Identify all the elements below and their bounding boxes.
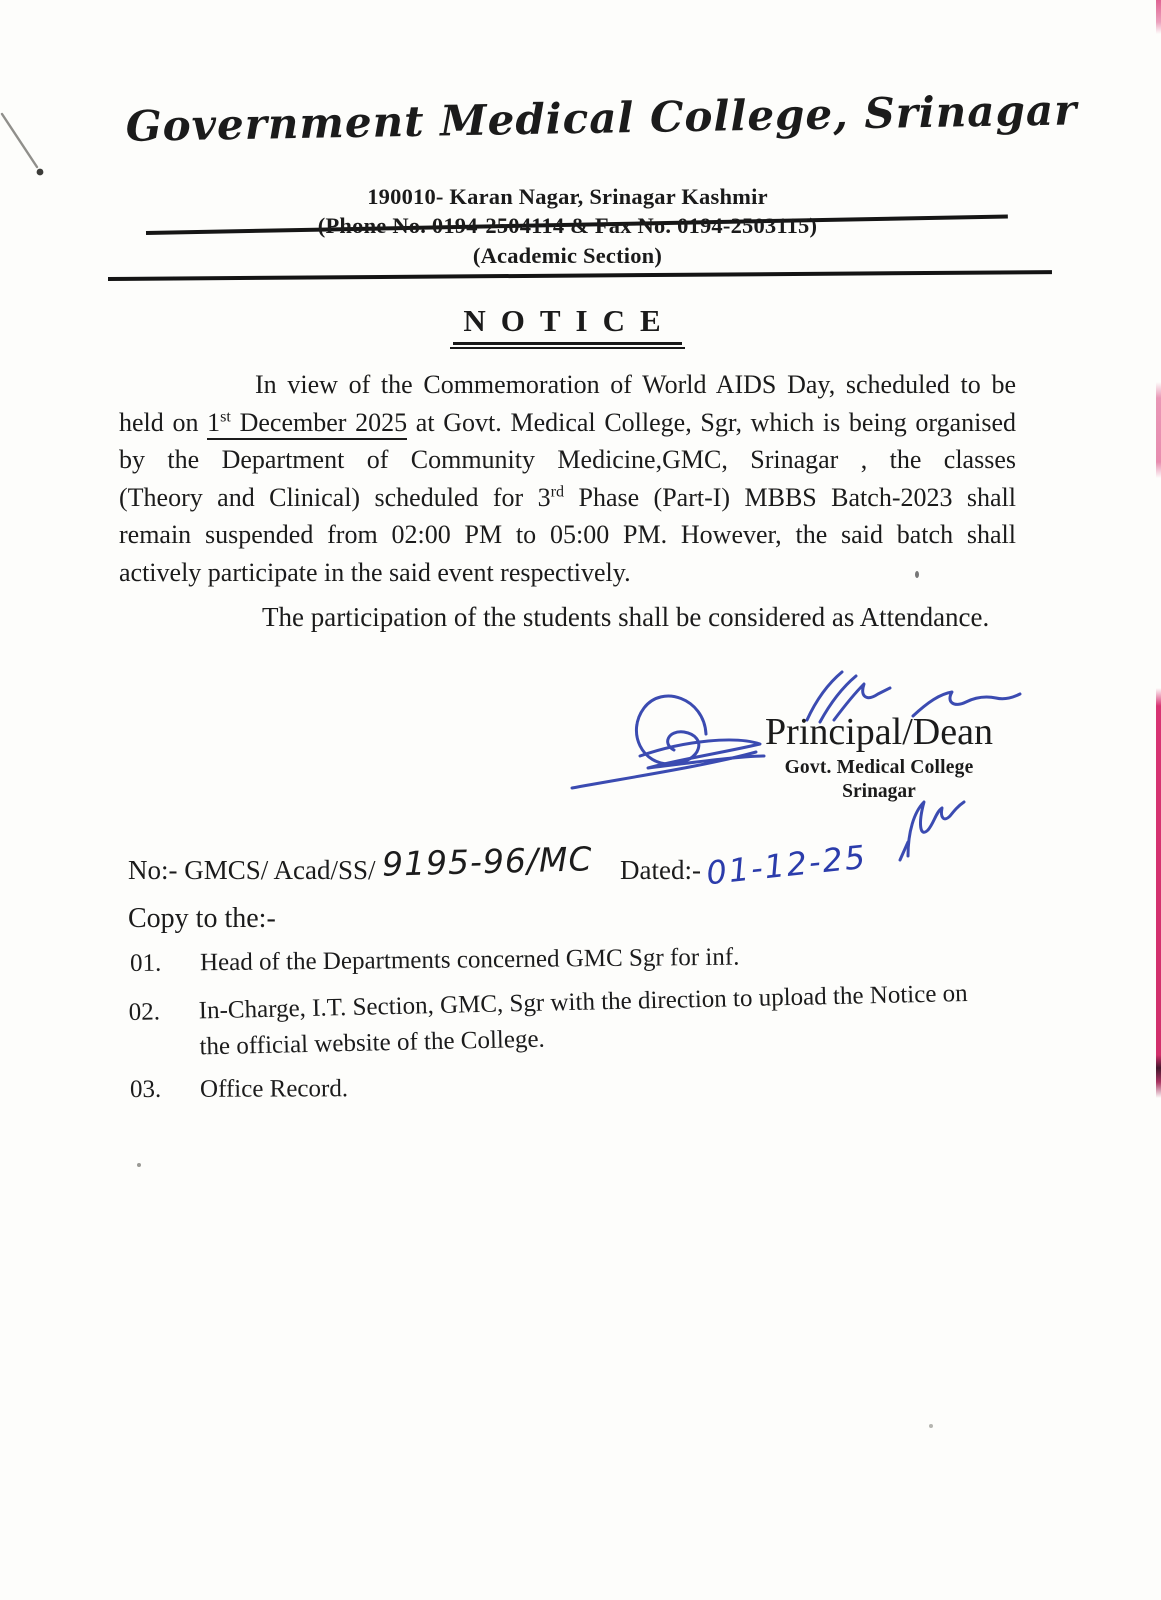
scan-edge-artifact bbox=[1156, 0, 1161, 1600]
dated-handwritten: 01-12-25 bbox=[704, 837, 869, 893]
reference-number-handwritten: 9195-96/MC bbox=[381, 839, 593, 884]
copy-list-item bbox=[130, 936, 1090, 982]
letterhead-address: 190010- Karan Nagar, Srinagar Kashmir bbox=[367, 184, 768, 209]
letterhead-section: (Academic Section) bbox=[472, 243, 663, 268]
reference-number-label: No:- GMCS/ Acad/SS/ bbox=[128, 855, 376, 885]
scan-speck bbox=[137, 1163, 141, 1167]
attendance-line: The participation of the students shall be considered as Attendance. bbox=[262, 602, 990, 632]
copy-item-text: In-Charge, I.T. Section, GMC, Sgr with the direction to upload the Notice on the official website of the College. bbox=[198, 979, 968, 1061]
signatory-organisation: Govt. Medical College bbox=[784, 757, 974, 778]
copy-item-text: Office Record. bbox=[199, 1075, 349, 1103]
copy-to-heading: Copy to the:- bbox=[128, 903, 276, 934]
dated-label: Dated:- bbox=[620, 855, 701, 885]
copy-list-item bbox=[130, 1069, 1090, 1108]
signatory-designation: Principal/Dean bbox=[765, 711, 993, 753]
copy-item-number: 02. bbox=[128, 998, 161, 1027]
copy-item-number: 01. bbox=[129, 949, 162, 977]
reference-line bbox=[0, 837, 1161, 910]
notice-heading bbox=[119, 303, 1016, 345]
scan-speck bbox=[929, 1424, 933, 1428]
copy-item-number: 03. bbox=[129, 1075, 162, 1103]
copy-list-item bbox=[128, 973, 1089, 1067]
letterhead-rule bbox=[108, 270, 1052, 281]
copy-item-text: Head of the Departments concerned GMC Sgr for inf. bbox=[199, 943, 740, 977]
signature-block bbox=[745, 712, 1013, 803]
signatory-place: Srinagar bbox=[842, 781, 916, 802]
notice-body-paragraph: In view of the Commemoration of World AIDS Day, scheduled to be held on 1st December 2025 at Govt. Medical College, Sgr, which is being organised by the Department of Community Medicine,GMC, Srinagar , the classes (Theory and Clinical) scheduled for 3rd Phase (Part-I) MBBS Batch-2023 shall remain suspended from 02:00 PM to 05:00 PM. However, the said batch shall actively participate in the said event respectively. bbox=[119, 370, 1017, 587]
notice-heading-text: NOTICE bbox=[453, 303, 681, 345]
letterhead-phone-fax: (Phone No. 0194-2504114 & Fax No. 0194-2503115) bbox=[317, 213, 818, 238]
copy-to-list bbox=[128, 943, 1090, 1121]
letterhead-title: Government Medical College, Srinagar bbox=[125, 85, 1078, 151]
